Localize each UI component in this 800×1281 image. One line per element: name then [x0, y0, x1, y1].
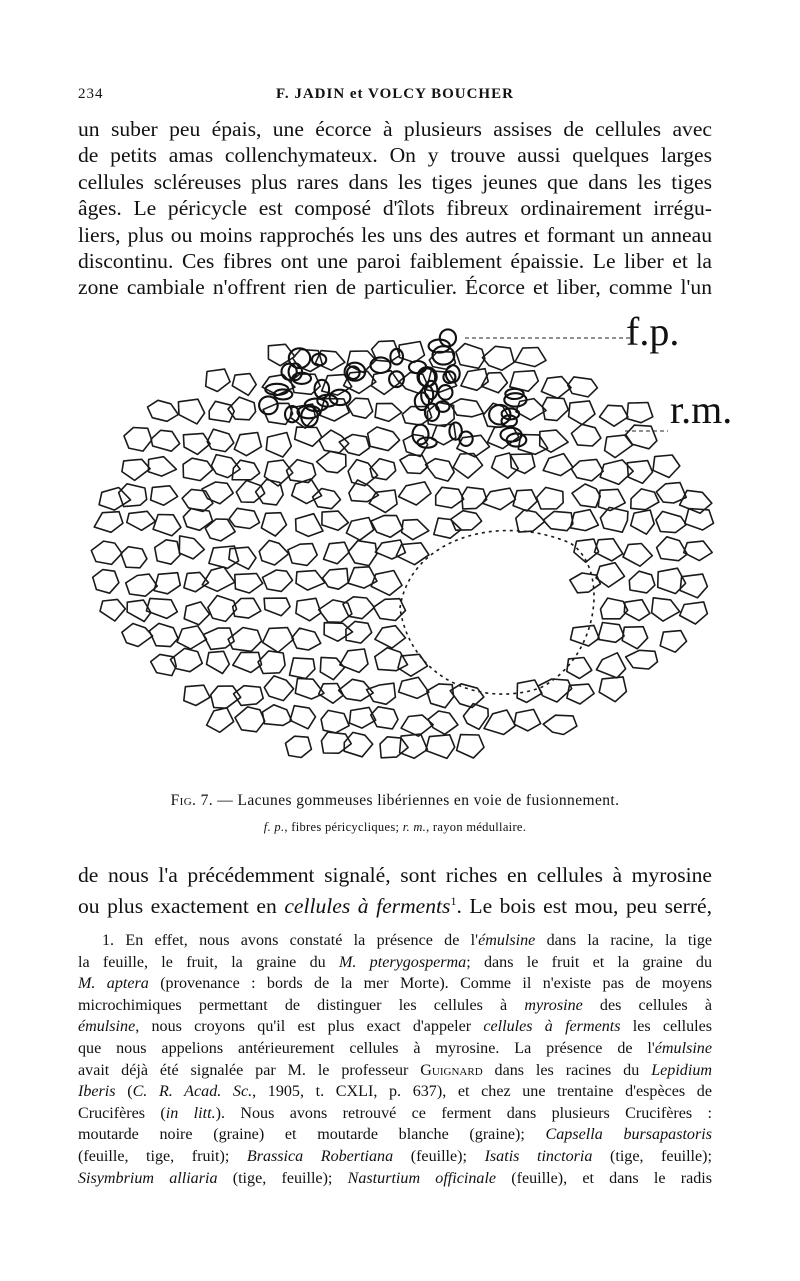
tissue-cell [492, 453, 519, 478]
tissue-cell [232, 374, 256, 396]
tissue-cell [600, 405, 629, 426]
tissue-cell [396, 543, 429, 565]
tissue-cell [348, 541, 376, 566]
tissue-cell [151, 486, 178, 505]
text-line: zone cambiale n'offrent rien de particulier. Écorce et liber, comme l'un [78, 275, 712, 300]
tissue-cell [184, 685, 210, 705]
tissue-cell [234, 433, 261, 456]
tissue-cell [374, 599, 406, 621]
tissue-cell [346, 518, 373, 541]
tissue-cell [290, 706, 315, 729]
tissue-cell [127, 511, 156, 530]
tissue-cell [320, 657, 344, 679]
tissue-cell [124, 428, 152, 452]
tissue-cell [178, 399, 204, 424]
footnote-line: moutarde noire (graine) et moutarde blanche (graine); Capsella bursapastoris [78, 1126, 712, 1144]
tissue-cell [233, 652, 262, 672]
tissue-cell [375, 540, 405, 559]
tissue-cell [567, 658, 592, 679]
footnote-line: microchimiques permettant de distinguer les cellules à myrosine des cellules à [78, 996, 712, 1014]
tissue-cell [680, 602, 708, 624]
tissue-cell [121, 547, 147, 568]
tissue-cell [324, 623, 352, 642]
tissue-cell [543, 715, 577, 734]
legend-text-rm: , rayon médullaire. [426, 820, 527, 834]
tissue-cell [598, 623, 624, 643]
tissue-cell [631, 489, 659, 510]
tissue-cell [119, 484, 147, 507]
tissue-cell [317, 451, 346, 472]
legend-abbr-rm: r. m. [402, 820, 427, 834]
caption-title: — Lacunes gommeuses libériennes en voie de fusionnement. [213, 792, 620, 809]
text-line: cellules scléreuses plus rares dans les tiges jeunes que dans les tiges [78, 169, 712, 194]
footnote-line: Iberis (C. R. Acad. Sc., 1905, t. CXLI, p. 637), et chez une trentaine d'espèces de [78, 1083, 713, 1101]
figure-7-cell-drawing [70, 308, 750, 788]
tissue-cell [155, 540, 180, 564]
tissue-cell [322, 511, 349, 530]
footnote-line: émulsine, nous croyons qu'il est plus exact d'appeler cellules à ferments les cellules [78, 1018, 713, 1036]
tissue-cell [427, 684, 454, 708]
tissue-cell [543, 454, 573, 476]
text-line [78, 888, 712, 920]
tissue-cell [371, 515, 403, 537]
tissue-cell [510, 454, 535, 474]
body-paragraph-top [78, 116, 712, 301]
tissue-cell [177, 626, 206, 649]
tissue-cell [515, 348, 546, 367]
tissue-cell [235, 574, 263, 594]
tissue-cell [370, 459, 396, 480]
tissue-cell [258, 651, 285, 674]
tissue-cell [571, 424, 601, 446]
tissue-cell [400, 455, 428, 474]
tissue-cell [229, 547, 256, 569]
fiber-cell [330, 390, 351, 405]
figure-legend [78, 820, 712, 835]
tissue-cell [570, 510, 598, 531]
tissue-cell [321, 732, 351, 753]
tissue-cell [537, 487, 564, 509]
tissue-cell [183, 458, 213, 480]
page-header [78, 86, 712, 108]
footnote-line: Sisymbrium alliaria (tige, feuille); Nasturtium officinale (feuille), et dans le radis [78, 1169, 713, 1187]
text-line: un suber peu épais, une écorce à plusieurs assises de cellules avec [78, 117, 712, 141]
tissue-cell [622, 627, 648, 649]
tissue-cell [436, 487, 464, 508]
figure-caption [78, 792, 712, 810]
text-line: âges. Le péricycle est composé d'îlots fibreux ordinairement irrégu- [78, 196, 712, 221]
tissue-cell [457, 735, 484, 758]
fiber-cell [433, 346, 455, 364]
tissue-cell [122, 624, 153, 647]
footnote-line: 1. En effet, nous avons constaté la présence de l'émulsine dans la racine, la tige [102, 932, 713, 949]
tissue-cell [321, 710, 349, 732]
tissue-cell [295, 679, 324, 700]
tissue-cell [626, 650, 658, 669]
tissue-cell [100, 599, 125, 621]
tissue-cell [263, 628, 294, 653]
tissue-cell [543, 397, 569, 420]
tissue-cell [154, 573, 180, 594]
tissue-cell [375, 648, 408, 671]
tissue-cell [596, 653, 625, 678]
tissue-cell [543, 511, 573, 530]
tissue-cell [148, 457, 176, 476]
tissue-cell [348, 567, 377, 588]
tissue-cell [513, 490, 537, 511]
tissue-cell [259, 540, 289, 565]
tissue-cell [451, 511, 482, 531]
tissue-cell [516, 510, 545, 532]
tissue-cell [296, 514, 323, 537]
tissue-cell [207, 429, 234, 451]
tissue-cell [369, 490, 397, 513]
tissue-cell [516, 399, 546, 420]
tissue-cell [183, 433, 210, 454]
tissue-cell [323, 568, 349, 589]
tissue-cell [450, 399, 483, 417]
tissue-cell [344, 732, 373, 756]
tissue-cell [235, 707, 265, 732]
tissue-cell [605, 435, 633, 458]
tissue-cell [209, 546, 239, 568]
figure-label-fp: f.p. [626, 309, 680, 354]
tissue-cell [680, 574, 707, 598]
tissue-cell [324, 542, 350, 564]
tissue-cell [183, 509, 212, 531]
tissue-cell [371, 571, 402, 596]
tissue-cell [657, 537, 688, 561]
tissue-cell [629, 571, 655, 593]
tissue-cell [375, 403, 402, 421]
tissue-cell [402, 520, 429, 540]
footnote-line: M. aptera (provenance : bords de la mer Morte). Comme il n'existe pas de moyens [78, 975, 712, 993]
figure-number: Fig. 7. [170, 792, 214, 809]
tissue-cell [319, 430, 349, 453]
tissue-cell [623, 544, 652, 567]
tissue-cell [400, 734, 428, 758]
tissue-cell [481, 373, 507, 393]
tissue-cell [229, 508, 259, 528]
tissue-cell [600, 507, 628, 532]
tissue-cell [339, 679, 374, 701]
tissue-cell [286, 736, 312, 757]
tissue-cell [463, 704, 488, 730]
tissue-cell [266, 433, 291, 458]
text-emphasis: cellules à ferments [284, 894, 451, 919]
footnote-line: (feuille, tige, fruit); Brassica Robertiana (feuille); Isatis tinctoria (tige, feuille); [78, 1147, 712, 1165]
tissue-cell [685, 509, 714, 531]
footnote [78, 930, 712, 1189]
running-head: F. JADIN et VOLCY BOUCHER [276, 86, 514, 102]
tissue-cell [482, 346, 514, 370]
tissue-cell [206, 369, 230, 391]
tissue-cell [149, 623, 178, 646]
tissue-cell [684, 541, 713, 561]
tissue-cell [368, 427, 400, 451]
tissue-cell [599, 677, 626, 702]
tissue-cell [343, 597, 375, 619]
tissue-cell [122, 459, 150, 480]
body-paragraph-after [78, 862, 712, 920]
footnote-line: Crucifères (in litt.). Nous avons retrouvé ce ferment dans plusieurs Crucifères : [78, 1104, 713, 1122]
text-line: liers, plus ou moins rapprochés les uns des autres et formant un anneau [78, 222, 712, 247]
tissue-cell [295, 427, 322, 446]
tissue-cell [656, 511, 686, 532]
tissue-cell [234, 686, 264, 706]
tissue-cell [375, 626, 406, 648]
fiber-cell [371, 357, 391, 373]
tissue-cell [660, 631, 686, 653]
tissue-cell [153, 515, 181, 536]
tissue-cell [595, 539, 623, 561]
tissue-cell [182, 489, 213, 511]
tissue-cell [627, 461, 652, 484]
footnote-marker: 1 [450, 894, 457, 909]
tissue-cell [571, 625, 600, 646]
text-line: de nous l'a précédemment signalé, sont riches en cellules à myrosine [78, 863, 712, 887]
figure-label-rm: r.m. [670, 387, 733, 432]
legend-text-fp: , fibres péricycliques; [284, 820, 403, 834]
tissue-cell [296, 598, 321, 621]
tissue-cell [398, 654, 428, 676]
tissue-cell [514, 709, 541, 731]
text-line: discontinu. Ces fibres ont une paroi faiblement épaissie. Le liber et la [78, 249, 712, 274]
tissue-cell [568, 377, 598, 397]
fiber-cell [440, 329, 456, 346]
tissue-cell [631, 510, 655, 534]
tissue-cell [541, 377, 571, 399]
tissue-cell [462, 487, 487, 509]
text-run: ou plus exactement en [78, 894, 285, 919]
tissue-cell [434, 518, 461, 538]
tissue-cell [93, 570, 119, 594]
tissue-cell [450, 684, 484, 708]
tissue-cell [456, 344, 485, 369]
tissue-cell [290, 658, 315, 679]
tissue-cell [263, 570, 293, 591]
tissue-cell [627, 403, 653, 423]
tissue-cell [426, 459, 455, 481]
tissue-cell [453, 454, 482, 479]
tissue-cell [570, 573, 601, 593]
tissue-cell [151, 430, 180, 451]
tissue-cell [207, 708, 234, 733]
tissue-cell [569, 401, 595, 425]
tissue-cell [296, 571, 325, 591]
tissue-cell [126, 574, 158, 596]
text-run: . Le bois est mou, peu serré, [456, 894, 712, 919]
tissue-cell [571, 459, 603, 481]
tissue-cell [146, 598, 177, 618]
tissue-cell [399, 677, 429, 698]
tissue-cell [428, 711, 458, 734]
page-number: 234 [78, 86, 104, 102]
tissue-cell [292, 628, 321, 650]
tissue-cell [426, 735, 455, 759]
tissue-cell [653, 455, 680, 478]
tissue-cell [288, 544, 317, 566]
tissue-cell [601, 598, 628, 619]
tissue-cell [348, 398, 373, 418]
tissue-cell [94, 512, 123, 533]
tissue-cell [572, 484, 600, 507]
footnote-line: la feuille, le fruit, la graine du M. pterygosperma; dans le fruit et la graine du [78, 953, 713, 971]
tissue-cell [207, 651, 230, 673]
legend-abbr-fp: f. p. [263, 820, 285, 834]
tissue-cell [652, 598, 680, 621]
tissue-cell [202, 567, 235, 591]
tissue-cell [625, 425, 657, 449]
tissue-cell [148, 400, 179, 421]
footnote-line: que nous appelions antérieurement cellules à myrosine. La présence de l'émulsine [78, 1039, 712, 1057]
tissue-cell [399, 482, 431, 505]
cell-tissue-illustration [70, 308, 750, 788]
footnote-line: avait déjà été signalée par M. le professeur Guignard dans les racines du Lepidium [78, 1061, 712, 1079]
tissue-cell [262, 705, 291, 726]
tissue-cell [179, 536, 204, 559]
tissue-cell [264, 676, 293, 701]
tissue-cell [264, 598, 290, 616]
tissue-cell [346, 621, 372, 643]
text-line: de petits amas collenchymateux. On y trouve aussi quelques larges [78, 143, 712, 168]
tissue-cell [184, 602, 209, 625]
tissue-cell [91, 541, 122, 564]
tissue-cell [256, 480, 284, 505]
tissue-cell [261, 513, 286, 536]
